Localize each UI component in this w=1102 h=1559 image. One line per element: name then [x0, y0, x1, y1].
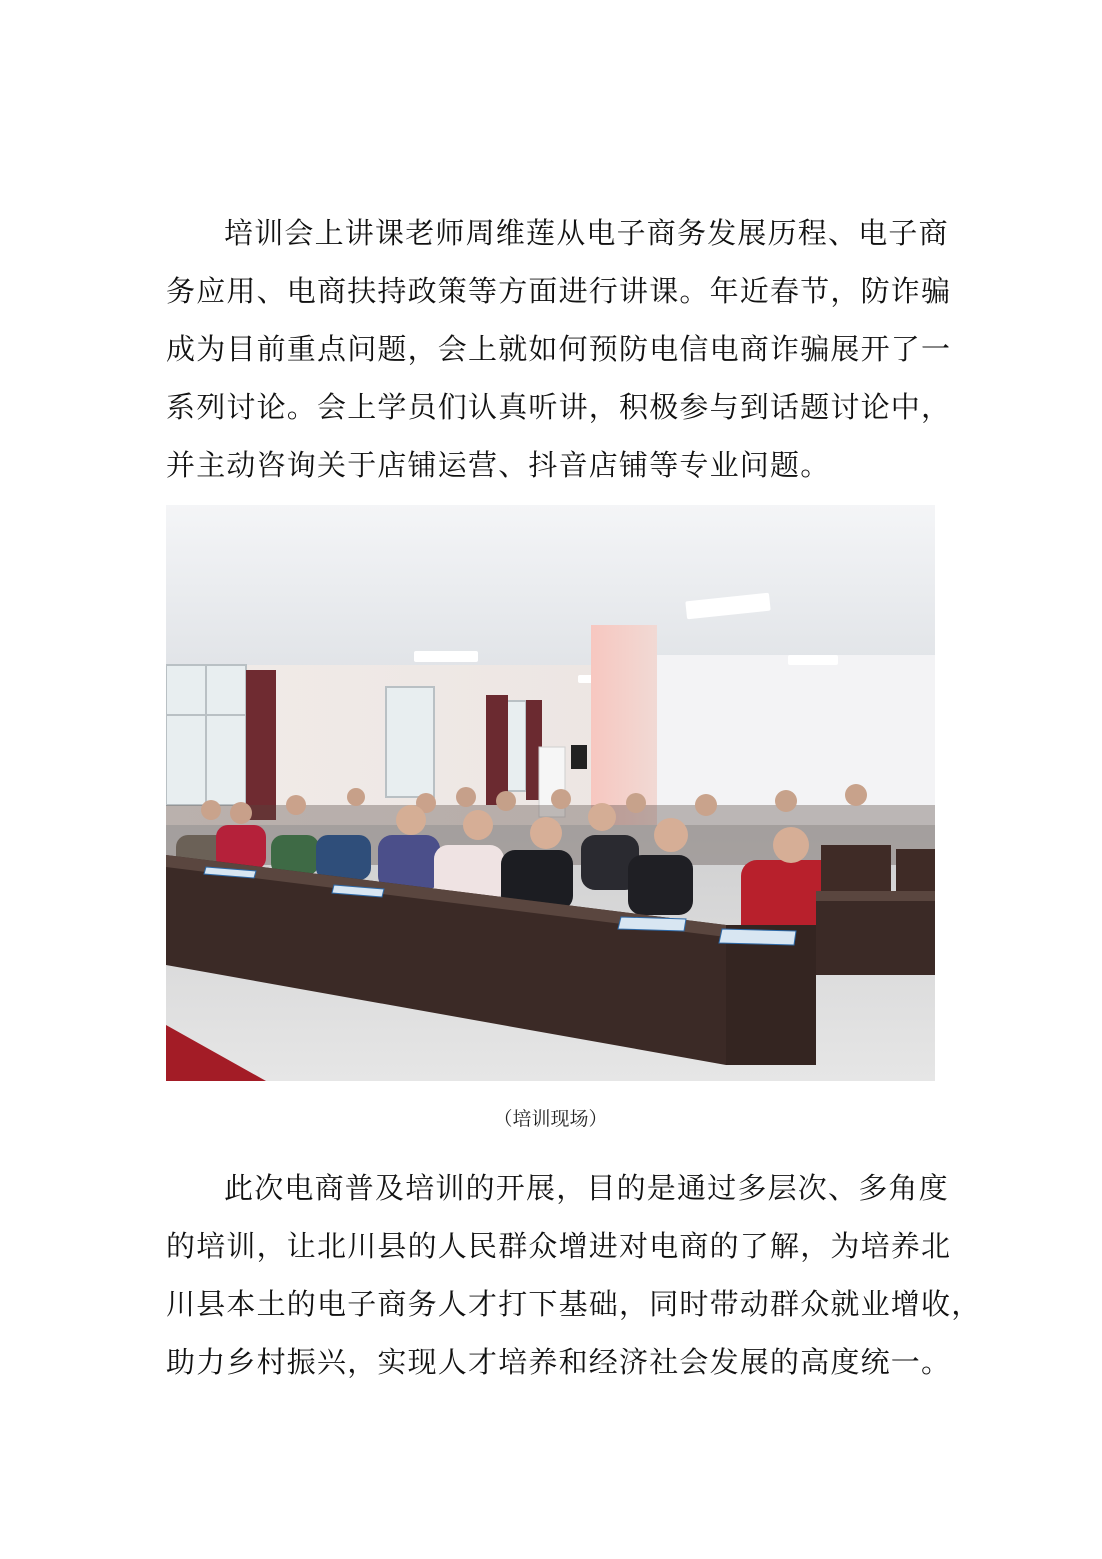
paragraph-training-purpose [166, 1159, 982, 1391]
paragraph-line: 的培训，让北川县的人民群众增进对电商的了解，为培养北 [166, 1229, 952, 1263]
paragraph-training-content [166, 204, 952, 494]
paragraph-line: 并主动咨询关于店铺运营、抖音店铺等专业问题。 [166, 448, 831, 482]
paragraph-line: 川县本土的电子商务人才打下基础，同时带动群众就业增收， [166, 1287, 982, 1321]
photo-caption: （培训现场） [493, 1108, 608, 1130]
paragraph-line: 培训会上讲课老师周维莲从电子商务发展历程、电子商 [224, 216, 949, 250]
training-scene-photo [166, 505, 935, 1081]
paragraph-line: 此次电商普及培训的开展，目的是通过多层次、多角度 [224, 1171, 949, 1205]
paragraph-line: 成为目前重点问题，会上就如何预防电信电商诈骗展开了一 [166, 332, 952, 366]
paragraph-line: 系列讨论。会上学员们认真听讲，积极参与到话题讨论中， [166, 390, 952, 424]
paragraph-line: 助力乡村振兴，实现人才培养和经济社会发展的高度统一。 [166, 1345, 952, 1379]
paragraph-line: 务应用、电商扶持政策等方面进行讲课。年近春节，防诈骗 [166, 274, 952, 308]
